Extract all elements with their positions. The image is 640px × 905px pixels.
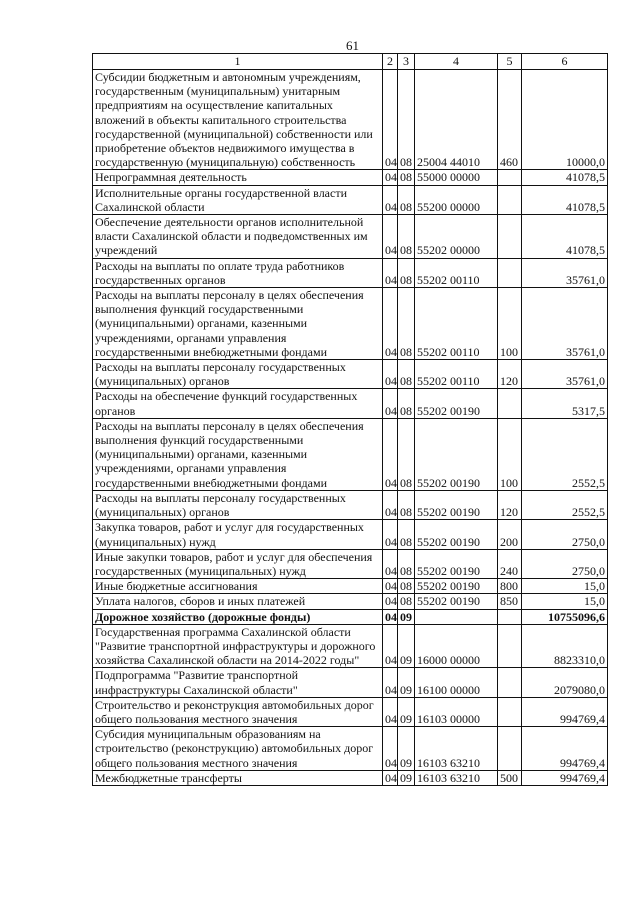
amount: 10000,0: [522, 70, 608, 170]
target-article-code: 55200 00000: [415, 185, 498, 214]
section-code: 04: [383, 170, 398, 185]
amount: 2079080,0: [522, 668, 608, 697]
amount: 8823310,0: [522, 624, 608, 668]
target-article-code: 55202 00190: [415, 389, 498, 418]
expense-name: Подпрограмма "Развитие транспортной инфраструктуры Сахалинской области": [93, 668, 383, 697]
expense-type-code: 100: [498, 288, 522, 360]
table-row: [93, 418, 608, 490]
amount: 15,0: [522, 594, 608, 609]
section-code: 04: [383, 288, 398, 360]
table-row: [93, 360, 608, 389]
subsection-code: 09: [398, 697, 415, 726]
section-code: 04: [383, 389, 398, 418]
subsection-code: 08: [398, 389, 415, 418]
target-article-code: 55202 00190: [415, 490, 498, 519]
amount: 994769,4: [522, 727, 608, 771]
expense-type-code: [498, 170, 522, 185]
table-row: [93, 668, 608, 697]
expense-type-code: [498, 624, 522, 668]
column-header: 6: [522, 54, 608, 70]
section-code: 04: [383, 697, 398, 726]
table-row: [93, 549, 608, 578]
expense-name: Расходы на выплаты персоналу государственных (муниципальных) органов: [93, 360, 383, 389]
target-article-code: 25004 44010: [415, 70, 498, 170]
section-code: 04: [383, 624, 398, 668]
amount: 2552,5: [522, 490, 608, 519]
expense-name: Иные закупки товаров, работ и услуг для обеспечения государственных (муниципальных) нужд: [93, 549, 383, 578]
budget-table: [92, 53, 608, 786]
expense-name: Расходы на выплаты персоналу в целях обеспечения выполнения функций государственными (муниципальными) органами, казенными учреждениями, органами управления государственными внебюджетными фондами: [93, 418, 383, 490]
section-code: 04: [383, 594, 398, 609]
expense-type-code: 100: [498, 418, 522, 490]
expense-type-code: [498, 215, 522, 259]
subsection-code: 08: [398, 360, 415, 389]
expense-type-code: 500: [498, 770, 522, 785]
section-code: 04: [383, 549, 398, 578]
section-code: 04: [383, 727, 398, 771]
amount: 994769,4: [522, 770, 608, 785]
target-article-code: [415, 609, 498, 624]
expense-type-code: 120: [498, 360, 522, 389]
expense-name: Строительство и реконструкция автомобильных дорог общего пользования местного значения: [93, 697, 383, 726]
target-article-code: 16103 63210: [415, 770, 498, 785]
amount: 35761,0: [522, 288, 608, 360]
amount: 35761,0: [522, 360, 608, 389]
expense-type-code: [498, 697, 522, 726]
expense-name: Расходы на выплаты персоналу государственных (муниципальных) органов: [93, 490, 383, 519]
section-code: 04: [383, 70, 398, 170]
subsection-code: 08: [398, 549, 415, 578]
subsection-code: 08: [398, 594, 415, 609]
target-article-code: 16103 63210: [415, 727, 498, 771]
subsection-code: 08: [398, 490, 415, 519]
expense-name: Субсидии бюджетным и автономным учреждениям, государственным (муниципальным) унитарным предприятиям на осуществление капитальных вложений в объекты капитального строительства государственной (муниципальной) собственности или приобретение объектов недвижимого имущества в государственную (муниципальную) собственность: [93, 70, 383, 170]
expense-name: Непрограммная деятельность: [93, 170, 383, 185]
target-article-code: 55000 00000: [415, 170, 498, 185]
amount: 41078,5: [522, 215, 608, 259]
expense-name: Субсидия муниципальным образованиям на строительство (реконструкцию) автомобильных дорог общего пользования местного значения: [93, 727, 383, 771]
amount: 35761,0: [522, 258, 608, 287]
expense-name: Расходы на обеспечение функций государственных органов: [93, 389, 383, 418]
section-code: 04: [383, 609, 398, 624]
expense-name: Иные бюджетные ассигнования: [93, 579, 383, 594]
target-article-code: 16100 00000: [415, 668, 498, 697]
section-code: 04: [383, 418, 398, 490]
subsection-code: 09: [398, 727, 415, 771]
section-code: 04: [383, 668, 398, 697]
table-row: [93, 770, 608, 785]
table-row: [93, 170, 608, 185]
column-header: 3: [398, 54, 415, 70]
subsection-code: 08: [398, 258, 415, 287]
target-article-code: 55202 00190: [415, 579, 498, 594]
expense-type-code: [498, 258, 522, 287]
table-row: [93, 520, 608, 549]
subsection-code: 08: [398, 70, 415, 170]
table-row: [93, 215, 608, 259]
column-header: 1: [93, 54, 383, 70]
table-row: [93, 609, 608, 624]
expense-name: Закупка товаров, работ и услуг для государственных (муниципальных) нужд: [93, 520, 383, 549]
expense-name: Государственная программа Сахалинской области "Развитие транспортной инфраструктуры и дорожного хозяйства Сахалинской области на 2014-2022 годы": [93, 624, 383, 668]
expense-name: Обеспечение деятельности органов исполнительной власти Сахалинской области и подведомственных им учреждений: [93, 215, 383, 259]
page-number: 61: [346, 38, 359, 53]
subsection-code: 09: [398, 624, 415, 668]
table-row: [93, 70, 608, 170]
expense-type-code: 800: [498, 579, 522, 594]
section-code: 04: [383, 258, 398, 287]
column-header: 5: [498, 54, 522, 70]
target-article-code: 55202 00110: [415, 258, 498, 287]
section-code: 04: [383, 215, 398, 259]
amount: 41078,5: [522, 170, 608, 185]
table-row: [93, 389, 608, 418]
section-code: 04: [383, 360, 398, 389]
section-code: 04: [383, 770, 398, 785]
amount: 41078,5: [522, 185, 608, 214]
section-code: 04: [383, 490, 398, 519]
target-article-code: 55202 00110: [415, 288, 498, 360]
target-article-code: 16103 00000: [415, 697, 498, 726]
subsection-code: 08: [398, 418, 415, 490]
table-row: [93, 594, 608, 609]
expense-type-code: [498, 185, 522, 214]
subsection-code: 08: [398, 215, 415, 259]
table-row: [93, 490, 608, 519]
subsection-code: 09: [398, 609, 415, 624]
table-row: [93, 258, 608, 287]
target-article-code: 55202 00000: [415, 215, 498, 259]
amount: 994769,4: [522, 697, 608, 726]
table-row: [93, 579, 608, 594]
target-article-code: 55202 00190: [415, 520, 498, 549]
target-article-code: 55202 00190: [415, 594, 498, 609]
expense-name: Расходы на выплаты персоналу в целях обеспечения выполнения функций государственными (муниципальными) органами, казенными учреждениями, органами управления государственными внебюджетными фондами: [93, 288, 383, 360]
expense-type-code: [498, 609, 522, 624]
table-row: [93, 697, 608, 726]
expense-name: Исполнительные органы государственной власти Сахалинской области: [93, 185, 383, 214]
amount: 5317,5: [522, 389, 608, 418]
section-code: 04: [383, 520, 398, 549]
expense-type-code: 850: [498, 594, 522, 609]
table-row: [93, 185, 608, 214]
subsection-code: 08: [398, 520, 415, 549]
expense-type-code: [498, 389, 522, 418]
amount: 2750,0: [522, 549, 608, 578]
expense-name: Межбюджетные трансферты: [93, 770, 383, 785]
expense-type-code: [498, 727, 522, 771]
table-row: [93, 727, 608, 771]
amount: 2750,0: [522, 520, 608, 549]
target-article-code: 55202 00110: [415, 360, 498, 389]
target-article-code: 55202 00190: [415, 418, 498, 490]
section-code: 04: [383, 579, 398, 594]
subsection-code: 08: [398, 288, 415, 360]
subsection-code: 09: [398, 668, 415, 697]
table-header-row: [93, 54, 608, 70]
section-code: 04: [383, 185, 398, 214]
subsection-code: 08: [398, 579, 415, 594]
expense-type-code: 240: [498, 549, 522, 578]
expense-name: Расходы на выплаты по оплате труда работников государственных органов: [93, 258, 383, 287]
amount: 15,0: [522, 579, 608, 594]
target-article-code: 55202 00190: [415, 549, 498, 578]
column-header: 4: [415, 54, 498, 70]
column-header: 2: [383, 54, 398, 70]
target-article-code: 16000 00000: [415, 624, 498, 668]
subsection-code: 08: [398, 185, 415, 214]
subsection-code: 09: [398, 770, 415, 785]
amount: 2552,5: [522, 418, 608, 490]
expense-type-code: 120: [498, 490, 522, 519]
expense-name: Дорожное хозяйство (дорожные фонды): [93, 609, 383, 624]
subsection-code: 08: [398, 170, 415, 185]
amount: 10755096,6: [522, 609, 608, 624]
expense-name: Уплата налогов, сборов и иных платежей: [93, 594, 383, 609]
expense-type-code: [498, 668, 522, 697]
expense-type-code: 460: [498, 70, 522, 170]
expense-type-code: 200: [498, 520, 522, 549]
table-row: [93, 288, 608, 360]
table-row: [93, 624, 608, 668]
